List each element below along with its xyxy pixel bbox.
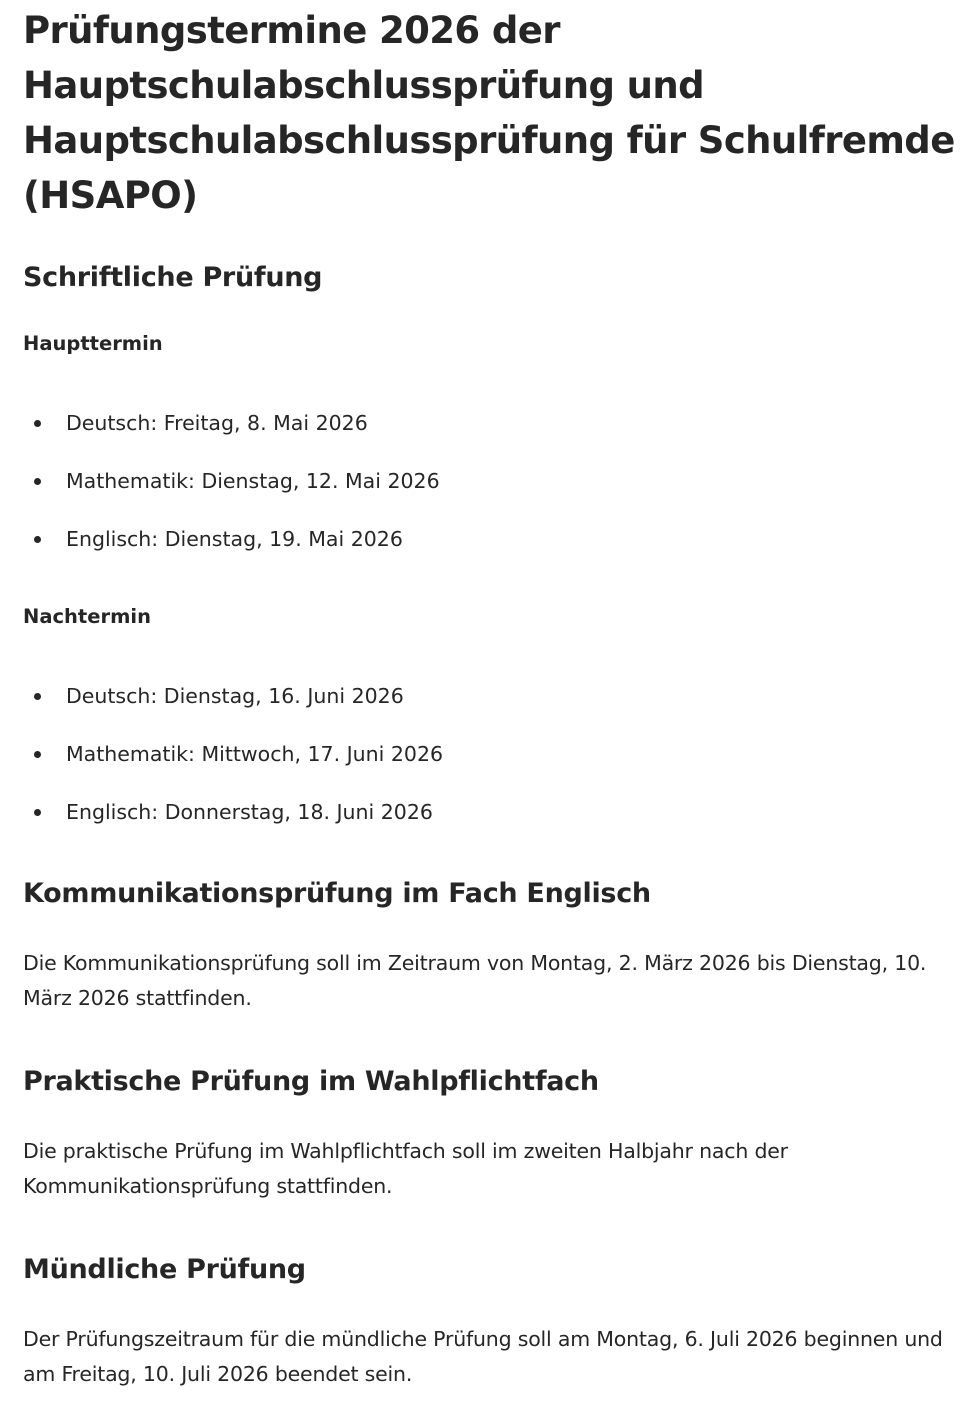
bullet-icon xyxy=(34,536,41,543)
subheading-main-term: Haupttermin xyxy=(23,332,163,355)
list-item xyxy=(23,525,963,553)
subheading-make-up-term: Nachtermin xyxy=(23,605,151,628)
section-heading-communication-exam: Kommunikationsprüfung im Fach Englisch xyxy=(23,878,651,909)
oral-exam-text: Der Prüfungszeitraum für die mündliche Prüfung soll am Montag, 6. Juli 2026 beginnen und am Freitag, 10. Juli 2026 beendet sein. xyxy=(23,1327,943,1386)
section-heading-oral-exam: Mündliche Prüfung xyxy=(23,1254,306,1285)
section-heading-practical-exam: Praktische Prüfung im Wahlpflichtfach xyxy=(23,1066,599,1097)
exam-date-text: Englisch: Dienstag, 19. Mai 2026 xyxy=(66,527,403,551)
make-up-term-date-list xyxy=(23,682,963,826)
bullet-icon xyxy=(34,693,41,700)
list-item xyxy=(23,682,963,710)
bullet-icon xyxy=(34,478,41,485)
communication-exam-text: Die Kommunikationsprüfung soll im Zeitraum von Montag, 2. März 2026 bis Dienstag, 10. März 2026 stattfinden. xyxy=(23,951,927,1010)
bullet-icon xyxy=(34,420,41,427)
exam-date-text: Mathematik: Mittwoch, 17. Juni 2026 xyxy=(66,742,444,766)
list-item xyxy=(23,798,963,826)
main-term-date-list xyxy=(23,409,963,553)
page-title: Prüfungstermine 2026 der Hauptschulabschlussprüfung und Hauptschulabschlussprüfung für Schulfremde (HSAPO) xyxy=(23,9,955,217)
exam-date-text: Englisch: Donnerstag, 18. Juni 2026 xyxy=(66,800,433,824)
list-item xyxy=(23,740,963,768)
exam-date-text: Mathematik: Dienstag, 12. Mai 2026 xyxy=(66,469,440,493)
list-item xyxy=(23,409,963,437)
exam-date-text: Deutsch: Freitag, 8. Mai 2026 xyxy=(66,411,368,435)
practical-exam-text: Die praktische Prüfung im Wahlpflichtfach soll im zweiten Halbjahr nach der Kommunikationsprüfung stattfinden. xyxy=(23,1139,788,1198)
exam-date-text: Deutsch: Dienstag, 16. Juni 2026 xyxy=(66,684,404,708)
list-item xyxy=(23,467,963,495)
bullet-icon xyxy=(34,809,41,816)
section-heading-written-exam: Schriftliche Prüfung xyxy=(23,262,323,293)
bullet-icon xyxy=(34,751,41,758)
content-area xyxy=(23,0,963,1392)
